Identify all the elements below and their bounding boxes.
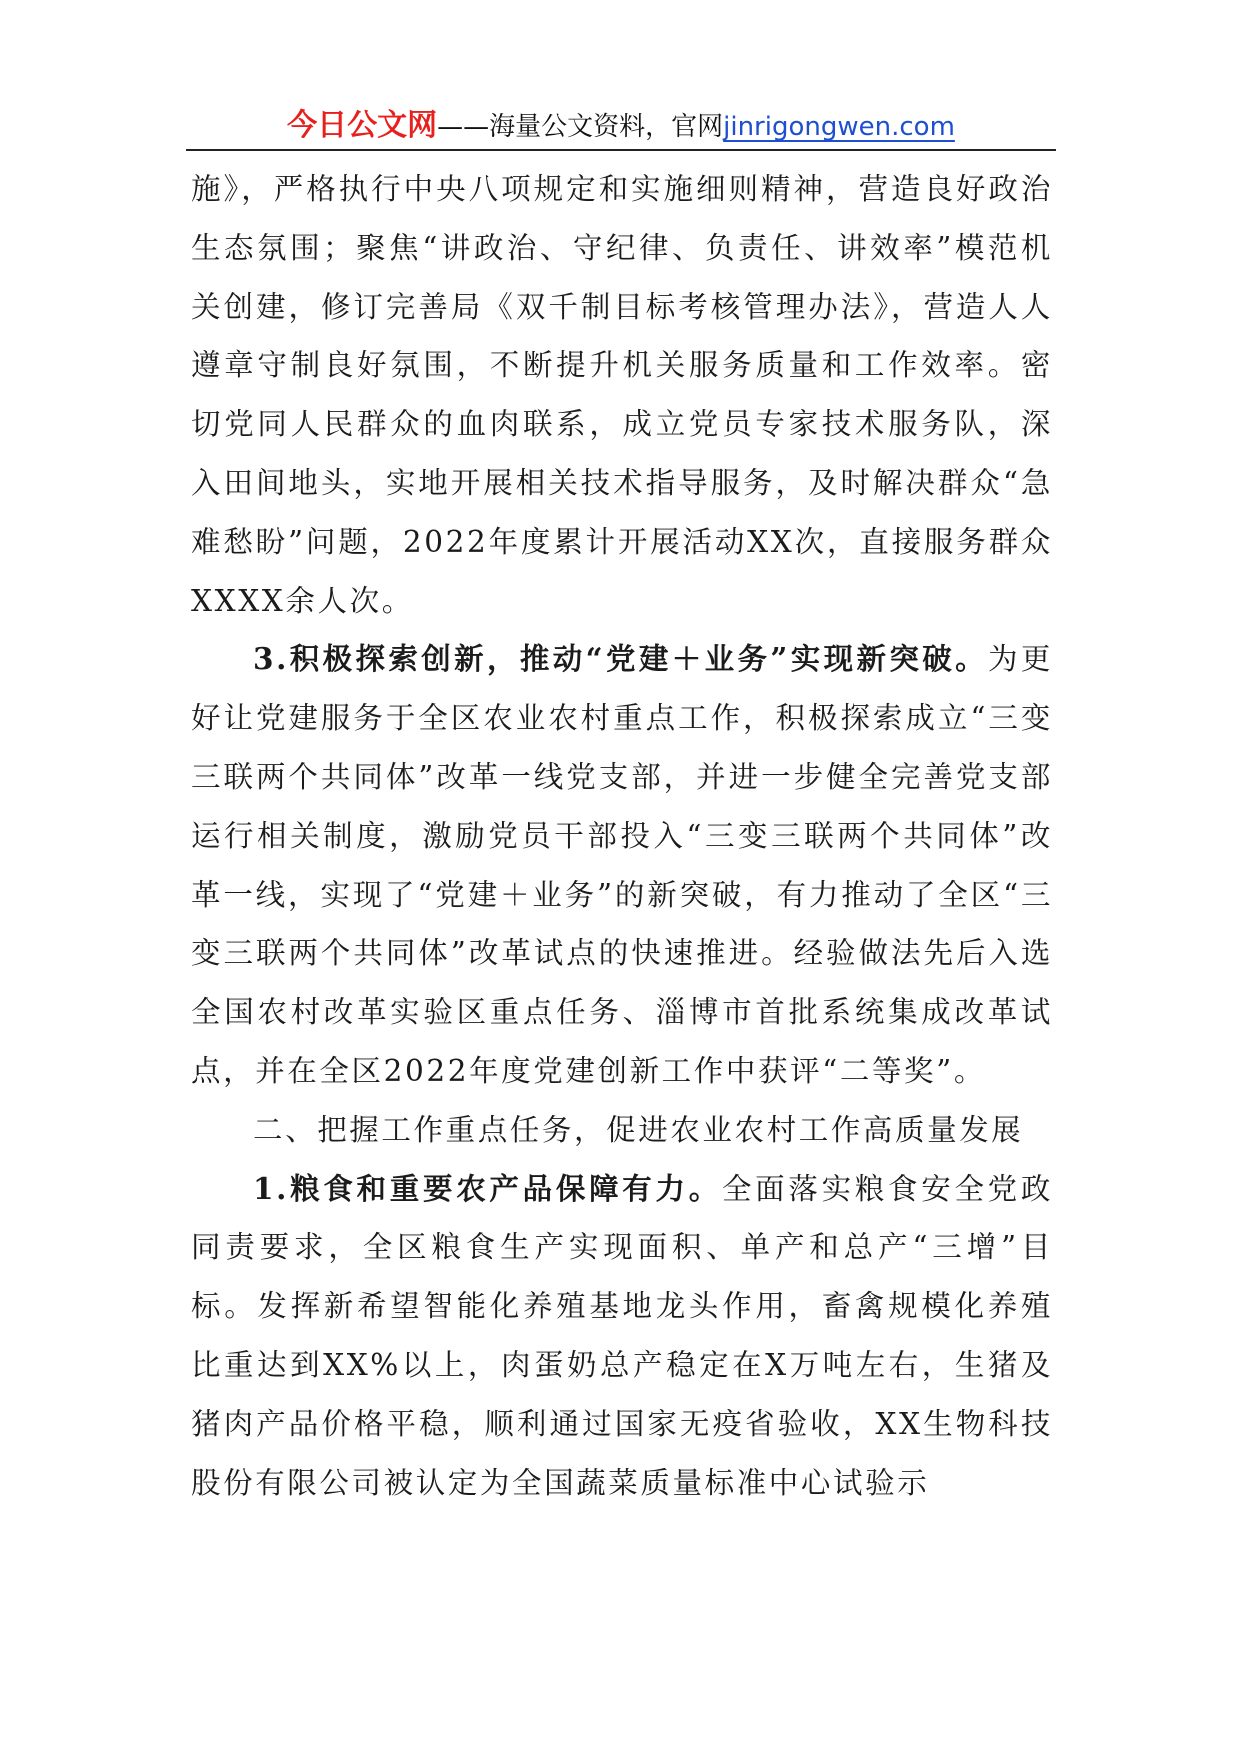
section-heading: 二、把握工作重点任务，促进农业农村工作高质量发展	[253, 1112, 1024, 1147]
header-tagline: ——海量公文资料，官网	[437, 112, 724, 142]
document-body	[191, 160, 1053, 1512]
paragraph-lead-innovation: 3.积极探索创新，推动“党建＋业务”实现新突破。	[253, 641, 989, 677]
paragraph-lead-grain: 1.粮食和重要农产品保障有力。	[253, 1170, 722, 1206]
header-site-link[interactable]: jinrigongwen.com	[723, 112, 955, 142]
paragraph-text-innovation: 为更好让党建服务于全区农业农村重点工作，积极探索成立“三变三联两个共同体”改革一线党支部，并进一步健全完善党支部运行相关制度，激励党员干部投入“三变三联两个共同体”改革一线，实现了“党建＋业务”的新突破，有力推动了全区“三变三联两个共同体”改革试点的快速推进。经验做法先后入选全国农村改革实验区重点任务、淄博市首批系统集成改革试点，并在全区2022年度党建创新工作中获评“二等奖”。	[191, 642, 1053, 1088]
header-divider	[186, 149, 1056, 151]
paragraph-innovation	[191, 630, 1053, 1100]
page-header	[186, 106, 1056, 146]
header-brand: 今日公文网	[287, 108, 438, 143]
paragraph-grain	[191, 1160, 1053, 1513]
paragraph-continued: 施》，严格执行中央八项规定和实施细则精神，营造良好政治生态氛围；聚焦“讲政治、守纪律、负责任、讲效率”模范机关创建，修订完善局《双千制目标考核管理办法》，营造人人遵章守制良好氛围，不断提升机关服务质量和工作效率。密切党同人民群众的血肉联系，成立党员专家技术服务队，深入田间地头，实地开展相关技术指导服务，及时解决群众“急难愁盼”问题，2022年度累计开展活动XX次，直接服务群众XXXX余人次。	[191, 172, 1053, 618]
paragraph-text-grain: 全面落实粮食安全党政同责要求，全区粮食生产实现面积、单产和总产“三增”目标。发挥新希望智能化养殖基地龙头作用，畜禽规模化养殖比重达到XX%以上，肉蛋奶总产稳定在X万吨左右，生猪及猪肉产品价格平稳，顺利通过国家无疫省验收，XX生物科技股份有限公司被认定为全国蔬菜质量标准中心试验示	[191, 1171, 1053, 1500]
